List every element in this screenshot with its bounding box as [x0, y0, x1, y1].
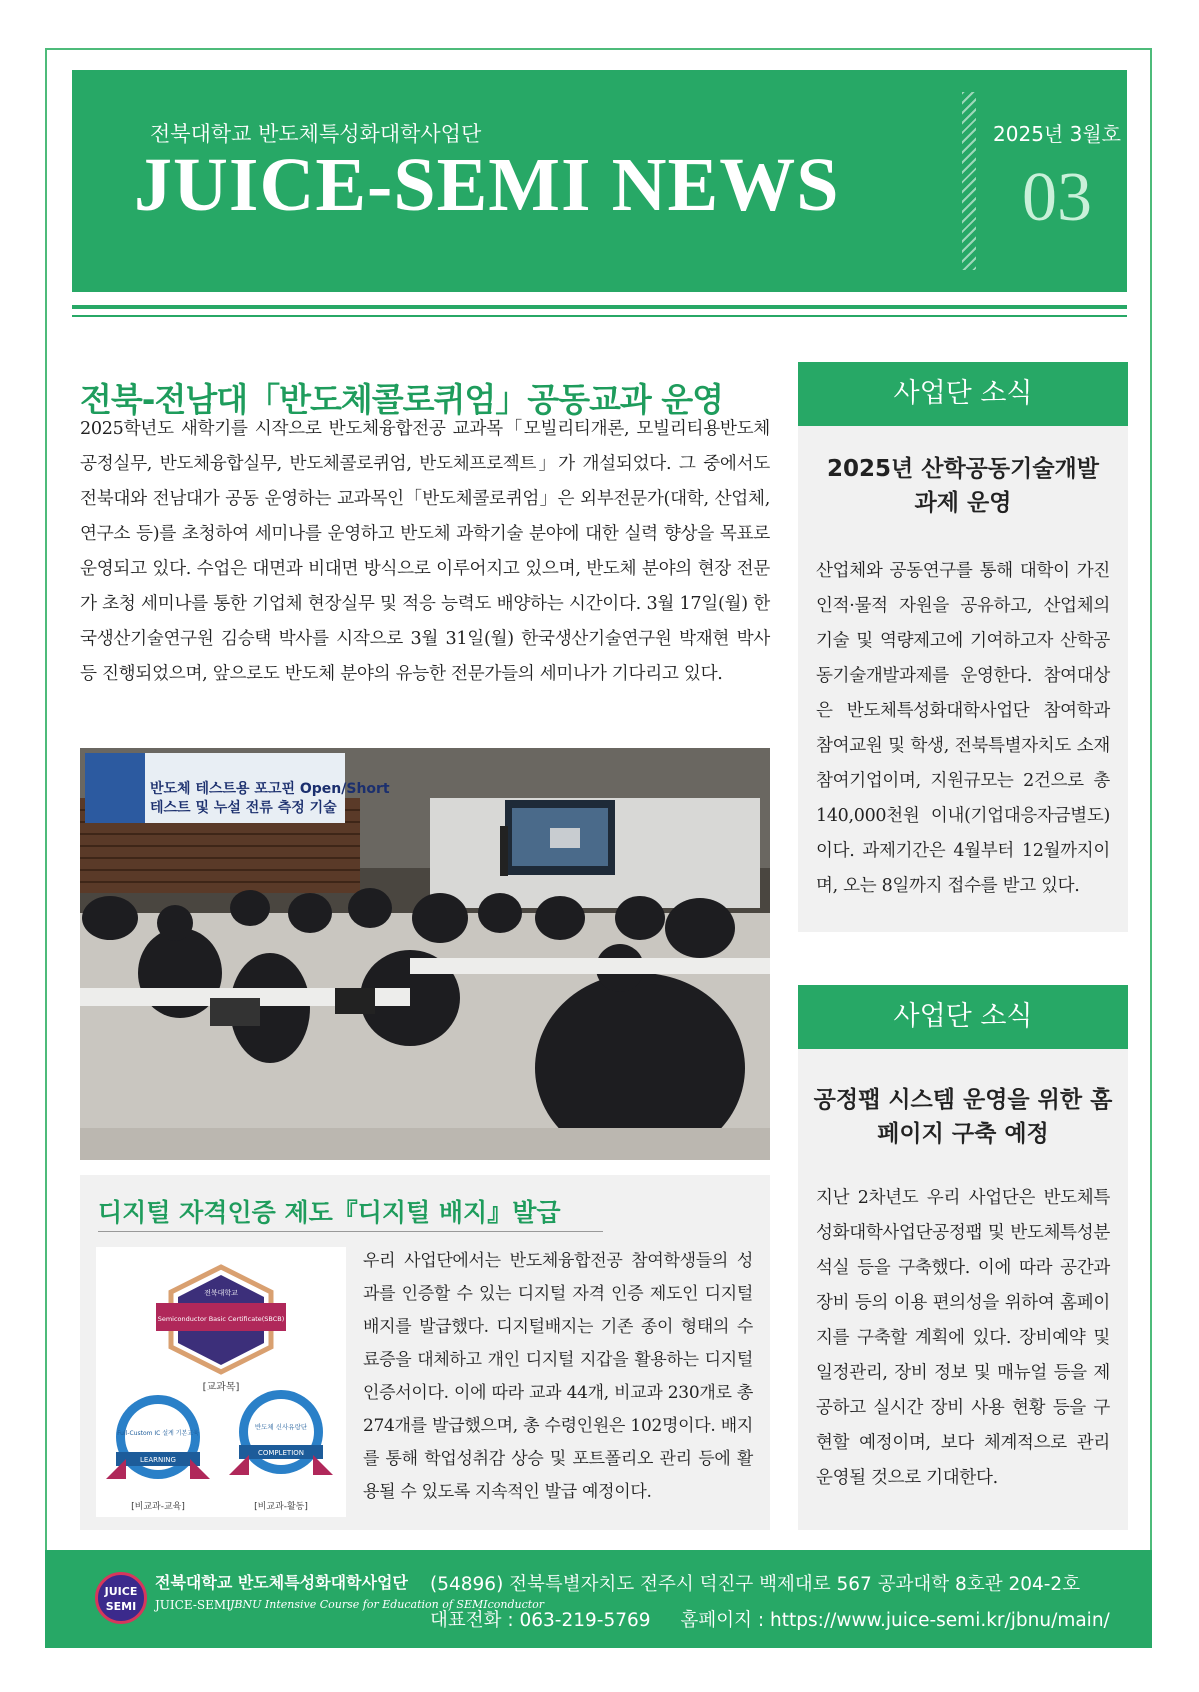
header-rule-thick — [72, 305, 1127, 309]
badge-title-rule — [98, 1231, 603, 1232]
badges-drawing — [96, 1247, 346, 1517]
badge-article-body: 우리 사업단에서는 반도체융합전공 참여학생들의 성과를 인증할 수 있는 디지털 자격 인증 제도인 디지털 배지를 발급했다. 디지털배지는 기존 종이 형태의 수료증을 대체하고 개인 디지털 지갑을 활용하는 디지털 인증서이다. 이에 따라 교과 44개, 비교과 230개로 총 274개를 발급했으며, 총 수령인원은 102명이다. 배지를 통해 학업성취감 상승 및 포트폴리오 관리 등에 활용될 수 있도록 지속적인 발급 예정이다. — [363, 1251, 753, 1502]
footer-phone: 대표전화 : 063-219-5769 — [430, 1610, 651, 1631]
footer-logo-wordmark: JUICE-SEMI — [155, 1598, 231, 1612]
issue-number: 03 — [1022, 159, 1092, 236]
organization-name: 전북대학교 반도체특성화대학사업단 — [150, 122, 482, 146]
badge-activity-org: 반도체 신사유랑단 — [254, 1423, 308, 1431]
badge-edu-caption: [비교과-교육] — [131, 1502, 185, 1512]
footer-contact — [430, 1606, 1110, 1632]
badge-course-caption: [교과목] — [202, 1382, 240, 1393]
issue-date: 2025년 3월호 — [993, 122, 1121, 146]
newsletter-title: JUICE-SEMI NEWS — [134, 143, 840, 227]
badge-illustration — [96, 1247, 346, 1517]
main-article-body: 2025학년도 새학기를 시작으로 반도체융합전공 교과목「모빌리티개론, 모빌리티용반도체공정실무, 반도체융합실무, 반도체콜로퀴엄, 반도체프로젝트」가 개설되었다. 그 중에서도 전북대와 전남대가 공동 운영하는 교과목인「반도체콜로퀴엄」은 외부전문가(대학, 산업체, 연구소 등)를 초청하여 세미나를 운영하고 반도체 과학기술 분야에 대한 실력 향상을 목표로 운영되고 있다. 수업은 대면과 비대면 방식으로 이루어지고 있으며, 반도체 분야의 현장 전문가 초청 세미나를 통한 기업체 현장실무 및 적응 능력도 배양하는 시간이다. 3월 17일(월) 한국생산기술연구원 김승택 박사를 시작으로 3월 31일(월) 한국생산기술연구원 박재현 박사 등 진행되었으며, 앞으로도 반도체 분야의 유능한 전문가들의 세미나가 기다리고 있다. — [80, 419, 770, 684]
masthead — [72, 70, 1127, 292]
main-headline: 전북-전남대「반도체콜로퀴엄」공동교과 운영 — [80, 380, 723, 420]
badge-edu-name: Full-Custom IC 설계 기본교육 — [117, 1430, 199, 1437]
badge-course-org: 전북대학교 — [204, 1289, 238, 1297]
footer-address: (54896) 전북특별자치도 전주시 덕진구 백제대로 567 공과대학 8호관 204-2호 — [430, 1574, 1081, 1595]
footer-homepage-link[interactable]: 홈페이지 : https://www.juice-semi.kr/jbnu/main/ — [680, 1610, 1110, 1631]
sidebar-news-1 — [798, 362, 1128, 932]
digital-badge-article — [80, 1175, 770, 1530]
footer — [45, 1550, 1152, 1648]
badge-article-title: 디지털 자격인증 제도『디지털 배지』발급 — [98, 1198, 561, 1227]
sidebar-news-2-header: 사업단 소식 — [798, 985, 1128, 1049]
sidebar-news-2-body: 지난 2차년도 우리 사업단은 반도체특성화대학사업단공정팹 및 반도체특성분석실 등을 구축했다. 이에 따라 공간과 장비 등의 이용 편의성을 위하여 홈페이지를 구축할 계획에 있다. 장비예약 및 일정관리, 장비 정보 및 매뉴얼 등을 제공하고 실시간 장비 사용 현황 등을 구현할 예정이며, 보다 체계적으로 관리 운영될 것으로 기대한다. — [816, 1188, 1110, 1488]
masthead-divider — [962, 92, 976, 270]
header-rule-thin — [72, 315, 1127, 317]
sidebar-news-2 — [798, 985, 1128, 1530]
juice-semi-logo-icon: JUICE SEMI — [95, 1572, 147, 1624]
badge-activity-ribbon: COMPLETION — [257, 1449, 305, 1457]
sidebar-news-1-body: 산업체와 공동연구를 통해 대학이 가진 인적·물적 자원을 공유하고, 산업체의 기술 및 역량제고에 기여하고자 산학공동기술개발과제를 운영한다. 참여대상은 반도체특성화대학사업단 참여학과 참여교원 및 학생, 전북특별자치도 소재 참여기업이며, 지원규모는 2건으로 총 140,000천원 이내(기업대응자금별도)이다. 과제기간은 4월부터 12월까지이며, 오는 8일까지 접수를 받고 있다. — [816, 561, 1110, 896]
footer-logo-tagline: JBNU Intensive Course for Education of SEMIconductor — [230, 1598, 545, 1611]
classroom-photo-drawing — [80, 748, 770, 1160]
banner-text-2: 테스트 및 누설 전류 측정 기술 — [150, 800, 337, 816]
badge-course-name: Semiconductor Basic Certificate(SBCB) — [157, 1315, 285, 1323]
badge-activity-caption: [비교과-활동] — [254, 1502, 308, 1512]
footer-org-name: 전북대학교 반도체특성화대학사업단 — [155, 1573, 408, 1592]
sidebar-news-1-title: 2025년 산학공동기술개발 과제 운영 — [827, 456, 1099, 516]
badge-edu-ribbon: LEARNING — [140, 1456, 176, 1464]
classroom-photo — [80, 748, 770, 1160]
sidebar-news-1-header: 사업단 소식 — [798, 362, 1128, 426]
banner-text-1: 반도체 테스트용 포고핀 Open/Short — [150, 781, 390, 797]
sidebar-news-2-title: 공정팹 시스템 운영을 위한 홈페이지 구축 예정 — [813, 1087, 1113, 1147]
